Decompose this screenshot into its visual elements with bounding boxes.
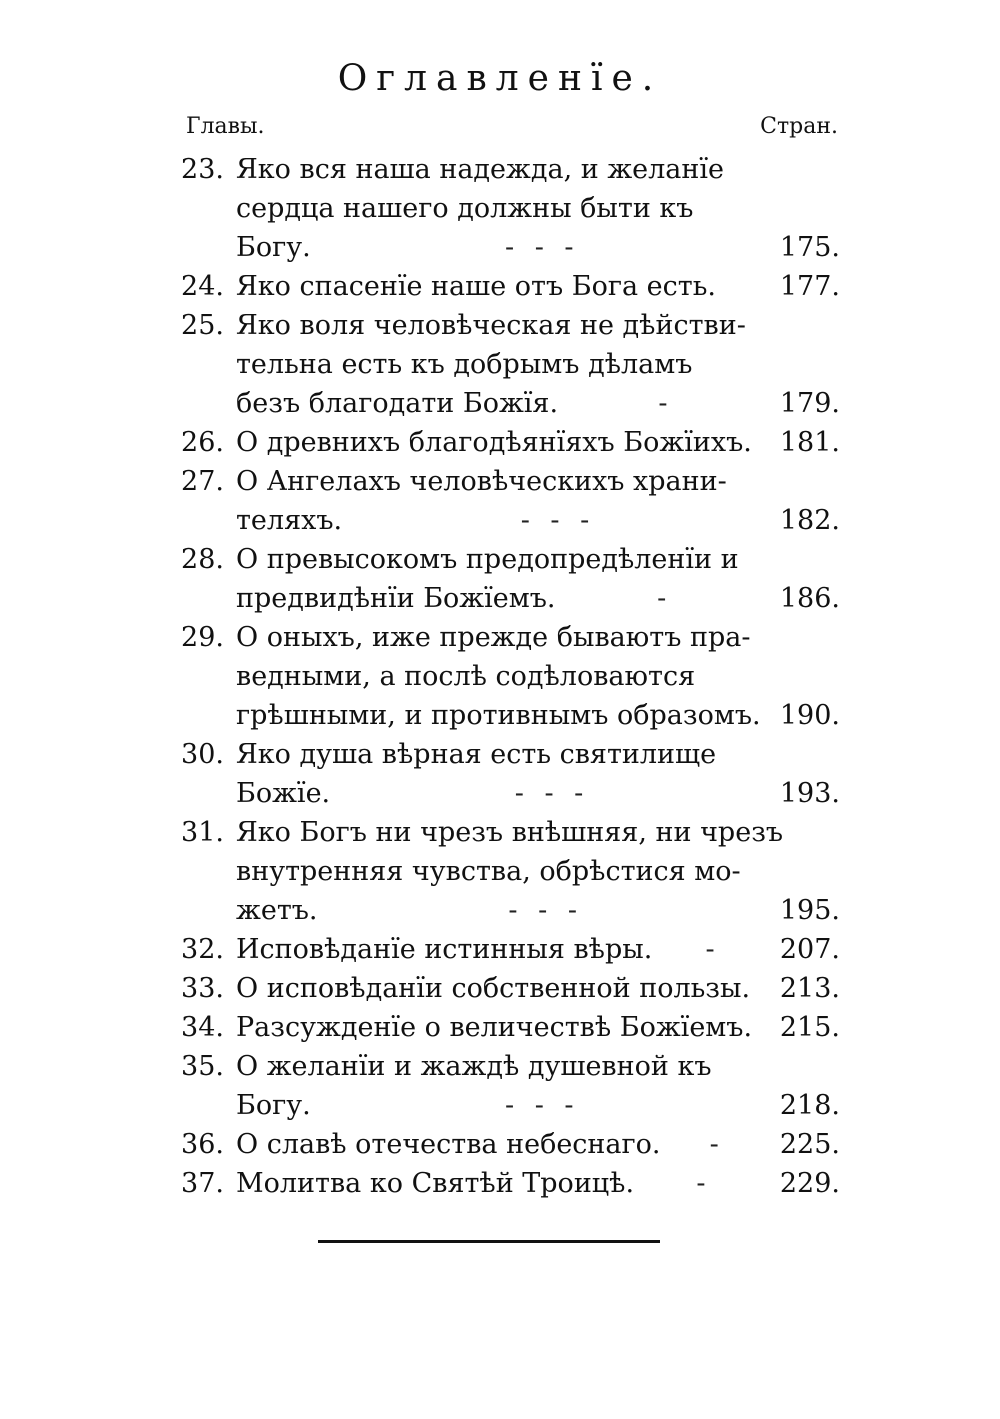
chapter-title-line: О Ангелахъ человѣческихъ храни- <box>236 466 727 497</box>
chapter-number: 24. <box>181 271 224 302</box>
chapter-title-line: О древнихъ благодѣянïяхъ Божïихъ. <box>236 427 752 458</box>
dash-leader: - - - <box>505 1090 580 1121</box>
dash-leader: - - - <box>514 778 590 809</box>
page-number: 225. <box>779 1129 840 1160</box>
chapter-title-line: внутренняя чувства, обрѣстися мо- <box>236 856 741 887</box>
page-number: 193. <box>779 778 840 809</box>
chapter-number: 33. <box>181 973 224 1004</box>
page-number: 215. <box>779 1012 840 1043</box>
chapter-title-line: Богу. <box>236 1090 311 1121</box>
toc-entry <box>160 423 840 462</box>
dash-leader: - <box>657 583 673 614</box>
chapter-title-line: Яко Богъ ни чрезъ внѣшняя, ни чрезъ <box>236 817 784 848</box>
page-number: 207. <box>779 934 840 965</box>
chapter-number: 28. <box>181 544 224 575</box>
chapter-number: 25. <box>181 310 224 341</box>
dash-leader: - - - <box>520 505 596 536</box>
chapter-title-line: Яко душа вѣрная есть святилище <box>236 739 717 770</box>
chapter-number: 37. <box>181 1168 224 1199</box>
chapters-column-header: Главы. <box>186 114 265 139</box>
chapter-number: 23. <box>181 154 224 185</box>
dash-leader: - <box>696 1168 712 1199</box>
chapter-number: 31. <box>181 817 224 848</box>
toc-entry <box>160 462 840 540</box>
chapter-title-line: сердца нашего должны быти къ <box>236 193 694 224</box>
chapter-title-line: теляхъ. <box>236 505 343 536</box>
chapter-title-line: Исповѣданïе истинныя вѣры. <box>236 934 653 965</box>
dash-leader: - - - <box>505 232 580 263</box>
dash-leader: - <box>709 1129 725 1160</box>
dash-leader: - <box>705 934 721 965</box>
toc-entry <box>160 930 840 969</box>
dash-leader: - - - <box>508 895 583 926</box>
chapter-title-line: Яко вся наша надежда, и желанïе <box>236 154 725 185</box>
chapter-title-line: О оныхъ, иже прежде бываютъ пра- <box>236 622 751 653</box>
chapter-number: 30. <box>181 739 224 770</box>
page-number: 182. <box>779 505 840 536</box>
dash-leader: - <box>658 388 674 419</box>
page-number: 177. <box>779 271 840 302</box>
chapter-title-line: тельна есть къ добрымъ дѣламъ <box>236 349 693 380</box>
chapter-title-line: предвидѣнïи Божïемъ. <box>236 583 556 614</box>
table-of-contents <box>160 150 840 1203</box>
toc-entry <box>160 1164 840 1203</box>
toc-entry <box>160 1125 840 1164</box>
chapter-title-line: Божïе. <box>236 778 331 809</box>
page-number: 179. <box>779 388 840 419</box>
chapter-title-line: Яко воля человѣческая не дѣйстви- <box>236 310 746 341</box>
page-number: 229. <box>779 1168 840 1199</box>
page-number: 186. <box>779 583 840 614</box>
chapter-title-line: Яко спасенïе наше отъ Бога есть. <box>236 271 716 302</box>
toc-entry <box>160 1008 840 1047</box>
chapter-number: 36. <box>181 1129 224 1160</box>
chapter-title-line: ведными, а послѣ содѣловаются <box>236 661 696 692</box>
chapter-number: 26. <box>181 427 224 458</box>
chapter-title-line: О желанïи и жаждѣ душевной къ <box>236 1051 712 1082</box>
page-number: 181. <box>779 427 840 458</box>
chapter-number: 27. <box>181 466 224 497</box>
pages-column-header: Стран. <box>760 114 838 139</box>
chapter-title-line: О превысокомъ предопредѣленïи и <box>236 544 739 575</box>
chapter-title-line: Богу. <box>236 232 311 263</box>
chapter-title-line: Разсужденïе о величествѣ Божïемъ. <box>236 1012 753 1043</box>
toc-entry <box>160 969 840 1008</box>
toc-entry <box>160 150 840 267</box>
chapter-title-line: грѣшными, и противнымъ образомъ. <box>236 700 761 731</box>
chapter-number: 32. <box>181 934 224 965</box>
toc-entry <box>160 735 840 813</box>
toc-entry <box>160 618 840 735</box>
chapter-number: 35. <box>181 1051 224 1082</box>
toc-entry <box>160 1047 840 1125</box>
toc-entry <box>160 267 840 306</box>
page-number: 175. <box>779 232 840 263</box>
page-title: Оглавленïе. <box>337 58 663 99</box>
chapter-title-line: О славѣ отечества небеснаго. <box>236 1129 661 1160</box>
toc-entry <box>160 813 840 930</box>
toc-entry <box>160 306 840 423</box>
toc-entry <box>160 540 840 618</box>
page-number: 218. <box>779 1090 840 1121</box>
chapter-title-line: О исповѣданïи собственной пользы. <box>236 973 751 1004</box>
page-number: 190. <box>779 700 840 731</box>
chapter-number: 29. <box>181 622 224 653</box>
page-number: 195. <box>779 895 840 926</box>
chapter-number: 34. <box>181 1012 224 1043</box>
page-number: 213. <box>779 973 840 1004</box>
chapter-title-line: жетъ. <box>236 895 318 926</box>
closing-rule <box>318 1240 660 1243</box>
chapter-title-line: безъ благодати Божïя. <box>236 388 559 419</box>
chapter-title-line: Молитва ко Святѣй Троицѣ. <box>236 1168 635 1199</box>
